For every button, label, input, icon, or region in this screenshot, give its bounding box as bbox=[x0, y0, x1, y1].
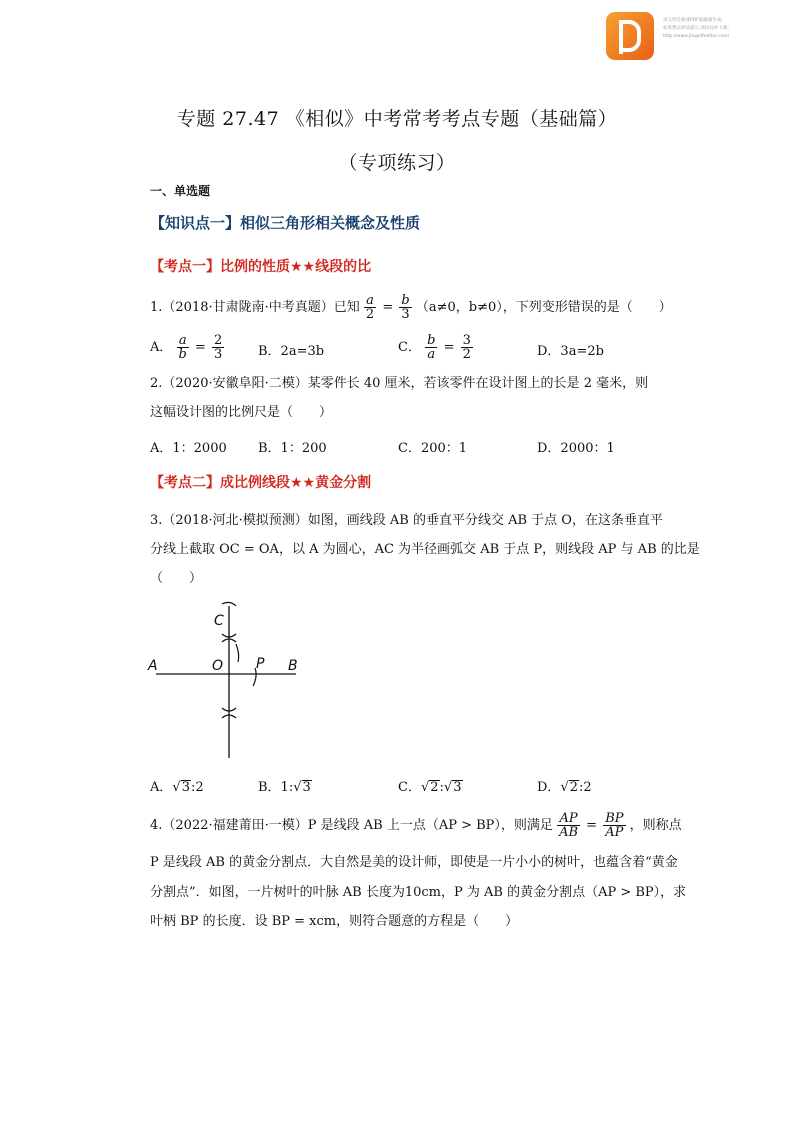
q3-option-c-colon: : bbox=[439, 780, 444, 795]
q3-option-b[interactable]: B．1:√3 bbox=[258, 780, 311, 795]
q1-option-a-label: A． bbox=[150, 340, 173, 355]
q1-option-c[interactable]: C． $\frac{b}{a}$ = $\frac{3}{2}$ bbox=[398, 333, 471, 362]
label-o: O bbox=[212, 658, 224, 674]
question-4-line2: P 是线段 AB 的黄金分割点．大自然是美的设计师，即使是一片小小的树叶，也蕴含着“黄金 bbox=[150, 855, 678, 870]
q1-option-a[interactable]: A． $\frac{a}{b}$ = $\frac{2}{3}$ bbox=[150, 333, 223, 362]
question-2-line1: 2.（2020·安徽阜阳·二模）某零件长 40 厘米，若该零件在设计图上的长是 2 毫米，则 bbox=[150, 376, 649, 391]
q3-option-d-label: D． bbox=[537, 780, 561, 795]
q3-option-c-radicand-2: 3 bbox=[453, 780, 462, 795]
watermark-line1: 该文档是极速PDF编辑器生成, bbox=[663, 18, 723, 23]
page-title: 专题 27.47 《相似》中考常考考点专题（基础篇） bbox=[176, 108, 618, 130]
q4-fraction-2: $\frac{BP}{AP}$ bbox=[605, 811, 624, 840]
q1-prefix: 1.（2018·甘肃陇南·中考真题）已知 bbox=[150, 300, 360, 315]
knowledge-point-heading: 【知识点一】相似三角形相关概念及性质 bbox=[150, 214, 421, 232]
logo-letter-bowl bbox=[619, 20, 641, 52]
q3-option-a-radicand: 3 bbox=[181, 780, 190, 795]
question-4-line1 bbox=[150, 812, 682, 839]
question-4-line4: 叶柄 BP 的长度．设 BP = xcm，则符合题意的方程是（ ） bbox=[150, 914, 519, 929]
q3-option-d-rest: :2 bbox=[579, 780, 592, 795]
q1-option-c-frac: $\frac{b}{a}$ bbox=[427, 333, 436, 362]
pdf-editor-logo bbox=[606, 12, 654, 60]
q2-option-c[interactable]: C．200：1 bbox=[398, 441, 468, 456]
question-1 bbox=[150, 294, 672, 321]
section-heading: 一、单选题 bbox=[150, 184, 211, 198]
watermark-line2: 如果想去掉该提示,请访问并下载: bbox=[663, 26, 729, 31]
q4-line1-prefix: 4.（2022·福建莆田·一模）P 是线段 AB 上一点（AP > BP），则满足 bbox=[150, 818, 553, 833]
q3-option-a-label: A． bbox=[150, 780, 173, 795]
q3-option-d[interactable]: D．√2:2 bbox=[537, 780, 592, 795]
q1-fraction-a: $\frac{a}{2}$ bbox=[365, 293, 375, 322]
q4-equals: = bbox=[586, 817, 598, 833]
question-2-line2: 这幅设计图的比例尺是（ ） bbox=[150, 405, 333, 420]
q3-option-c-label: C． bbox=[398, 780, 421, 795]
q3-option-b-radicand: 3 bbox=[302, 780, 311, 795]
q1-suffix: （a≠0，b≠0），下列变形错误的是（ ） bbox=[415, 300, 672, 315]
watermark-text bbox=[663, 17, 791, 41]
question-3-line3: （ ） bbox=[150, 571, 203, 586]
label-c: C bbox=[214, 613, 224, 629]
q1-option-a-rfrac: $\frac{2}{3}$ bbox=[214, 333, 223, 362]
q3-option-a[interactable]: A．√3:2 bbox=[150, 780, 204, 795]
question-3-line2: 分线上截取 OC = OA，以 A 为圆心，AC 为半径画弧交 AB 于点 P，则线段 AP 与 AB 的比是 bbox=[150, 542, 700, 557]
question-3-line1: 3.（2018·河北·模拟预测）如图，画线段 AB 的垂直平分线交 AB 于点 O，在这条垂直平 bbox=[150, 513, 663, 528]
q3-option-d-radicand: 2 bbox=[569, 780, 579, 795]
label-b: B bbox=[288, 658, 298, 674]
q4-line1-suffix: ，则称点 bbox=[629, 818, 682, 833]
q2-option-d[interactable]: D．2000：1 bbox=[537, 441, 615, 456]
page-subtitle: （专项练习） bbox=[338, 152, 456, 174]
label-a: A bbox=[148, 658, 158, 674]
q2-option-a[interactable]: A．1：2000 bbox=[150, 441, 227, 456]
perpendicular-bisector-figure bbox=[140, 596, 320, 766]
q1-option-c-rfrac: $\frac{3}{2}$ bbox=[462, 333, 471, 362]
arc-top bbox=[222, 602, 236, 606]
q1-option-d[interactable]: D．3a=2b bbox=[537, 344, 604, 359]
arc-a-c bbox=[236, 644, 239, 662]
q1-option-c-label: C． bbox=[398, 340, 421, 355]
q3-option-b-label: B．1: bbox=[258, 780, 294, 795]
q3-option-a-rest: :2 bbox=[190, 780, 204, 795]
kaodian-1-heading: 【考点一】比例的性质★★线段的比 bbox=[150, 259, 372, 275]
q1-option-b[interactable]: B．2a=3b bbox=[258, 344, 325, 359]
q3-option-c-radicand-1: 2 bbox=[430, 780, 439, 795]
q1-option-a-frac: $\frac{a}{b}$ bbox=[178, 333, 187, 362]
q1-fraction-b: $\frac{b}{3}$ bbox=[401, 293, 410, 322]
kaodian-2-heading: 【考点二】成比例线段★★黄金分割 bbox=[150, 475, 372, 491]
q1-equals: = bbox=[382, 299, 394, 315]
watermark-line3: http://www.jisupdfeditor.com/ bbox=[663, 34, 730, 39]
q4-fraction-1: $\frac{AP}{AB}$ bbox=[559, 811, 579, 840]
q3-option-c[interactable]: C．√2:√3 bbox=[398, 780, 462, 795]
label-p: P bbox=[256, 656, 265, 672]
q2-option-b[interactable]: B．1：200 bbox=[258, 441, 327, 456]
question-4-line3: 分割点”．如图，一片树叶的叶脉 AB 长度为10cm，P 为 AB 的黄金分割点（AP > BP），求 bbox=[150, 885, 687, 900]
